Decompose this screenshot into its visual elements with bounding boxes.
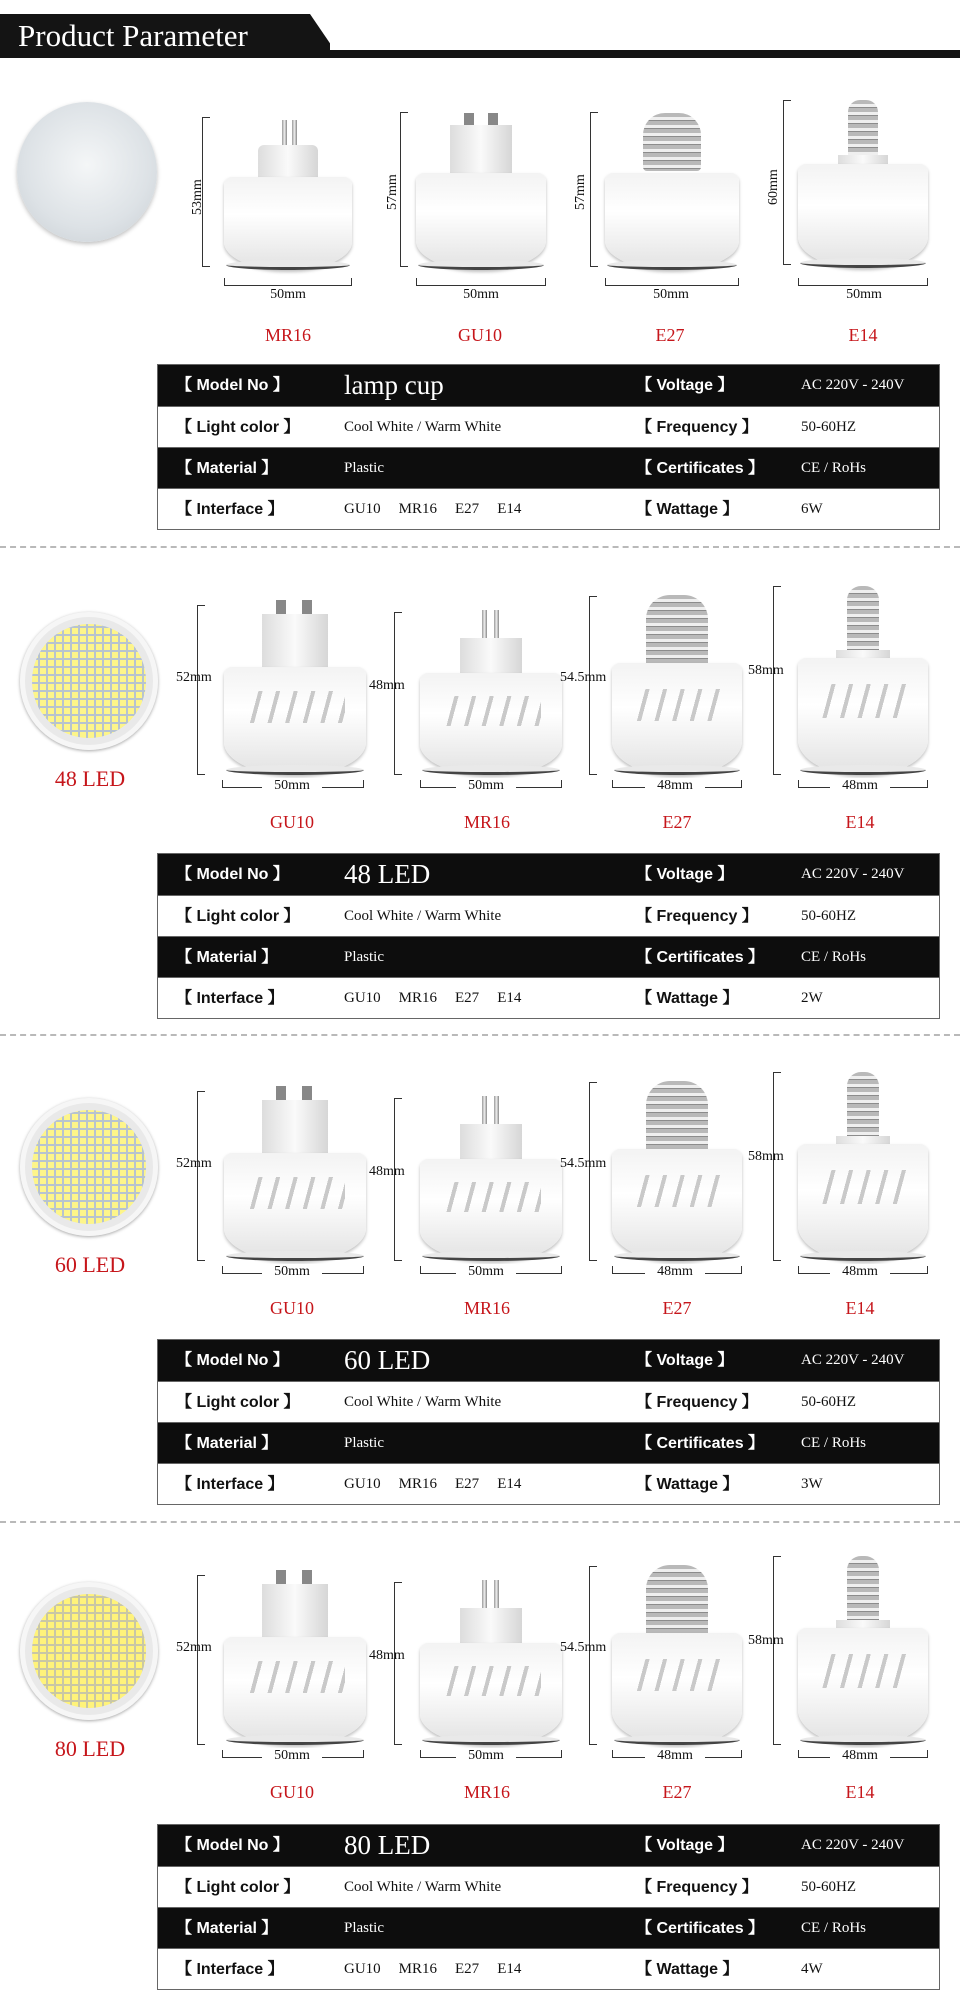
material-value: Plastic [344,460,384,476]
spec-row [158,1948,939,1989]
width-label: 50mm [262,1748,322,1764]
interface-values: GU10 MR16 E27 E14 [344,990,522,1006]
bulb-type-label: MR16 [264,325,311,345]
page-title: Product Parameter [18,18,248,53]
spec-row [158,977,939,1018]
width-label: 50mm [456,778,516,794]
height-label: 58mm [748,1633,784,1648]
spec-row [158,406,939,447]
section-divider [0,546,960,548]
led-count-label: 48 LED [54,766,126,791]
width-label: 50mm [451,287,511,303]
material-value: Plastic [344,949,384,965]
led-count-label: 80 LED [54,1736,126,1761]
model-value: 60 LED [344,1345,431,1375]
height-dimension-line [590,112,598,267]
voltage-value: AC 220V - 240V [801,1352,905,1368]
bulb-image-gu10 [224,1570,366,1745]
bulb-image-e14 [798,100,928,268]
bulb-image-mr16 [420,610,562,775]
light-color-key: 【 Light color 】 [176,1879,300,1896]
height-label: 57mm [385,174,400,210]
spec-table [157,364,940,530]
material-value: Plastic [344,1435,384,1451]
frequency-value: 50-60HZ [801,1879,856,1895]
bulb-image-e14 [798,1072,928,1261]
height-label: 53mm [190,179,205,215]
bulb-image-e14 [798,586,928,775]
interface-key: 【 Interface 】 [176,990,284,1007]
led-count-label: 60 LED [54,1252,126,1277]
bulb-image-e14 [798,1556,928,1745]
certificates-key: 【 Certificates 】 [636,1920,765,1937]
width-label: 48mm [645,1748,705,1764]
spec-row [158,1340,939,1381]
interface-key: 【 Interface 】 [176,501,284,518]
width-label: 48mm [830,778,890,794]
certificates-key: 【 Certificates 】 [636,1435,765,1452]
spec-row [158,895,939,936]
bulb-image-e27 [612,595,742,775]
wattage-value: 4W [801,1961,823,1977]
height-label: 48mm [369,678,405,693]
material-key: 【 Material 】 [176,460,278,477]
width-label: 50mm [456,1264,516,1280]
width-label: 48mm [830,1264,890,1280]
height-label: 52mm [176,1640,212,1655]
height-label: 48mm [369,1648,405,1663]
bulb-type-label: E27 [662,812,692,832]
certificates-value: CE / RoHs [801,460,867,476]
section-divider [0,1521,960,1523]
bulb-type-label: E14 [845,1298,875,1318]
certificates-value: CE / RoHs [801,949,867,965]
bulb-type-label: GU10 [270,1782,314,1802]
bulb-image-gu10 [224,1086,366,1261]
spec-row [158,1825,939,1866]
interface-key: 【 Interface 】 [176,1476,284,1493]
led-board-image [20,612,158,750]
frequency-key: 【 Frequency 】 [636,1879,758,1896]
height-label: 52mm [176,1156,212,1171]
light-color-key: 【 Light color 】 [176,1394,300,1411]
interface-values: GU10 MR16 E27 E14 [344,1476,522,1492]
material-key: 【 Material 】 [176,949,278,966]
bulb-type-label: E14 [848,325,878,345]
height-dimension-line [773,1072,781,1261]
height-label: 54.5mm [560,1640,607,1655]
light-color-value: Cool White / Warm White [344,1394,502,1410]
bulb-image-gu10 [416,113,546,270]
bulb-type-label: GU10 [270,812,314,832]
certificates-key: 【 Certificates 】 [636,949,765,966]
section-lamp-cup [0,0,960,545]
material-key: 【 Material 】 [176,1920,278,1937]
height-dimension-line [197,1091,205,1261]
width-label: 48mm [830,1748,890,1764]
bulb-image-gu10 [224,600,366,775]
voltage-value: AC 220V - 240V [801,1837,905,1853]
lamp-cup-front-image [17,102,157,242]
height-dimension-line [197,1575,205,1745]
bulb-image-e27 [605,113,739,270]
width-dimension-line [605,278,739,286]
bulb-type-label: GU10 [458,325,502,345]
spec-table [157,1824,940,1990]
width-dimension-line [416,278,546,286]
voltage-value: AC 220V - 240V [801,377,905,393]
bulb-image-e27 [612,1565,742,1745]
height-dimension-line [773,586,781,775]
bulb-image-mr16 [420,1096,562,1261]
height-dimension-line [773,1556,781,1745]
light-color-value: Cool White / Warm White [344,908,502,924]
voltage-key: 【 Voltage 】 [636,866,734,883]
bulb-type-label: MR16 [463,812,510,832]
frequency-value: 50-60HZ [801,1394,856,1410]
height-dimension-line [783,100,791,265]
width-dimension-line [798,278,928,286]
light-color-value: Cool White / Warm White [344,1879,502,1895]
voltage-key: 【 Voltage 】 [636,377,734,394]
height-label: 58mm [748,663,784,678]
width-label: 50mm [456,1748,516,1764]
height-label: 54.5mm [560,1156,607,1171]
wattage-key: 【 Wattage 】 [636,1961,739,1978]
width-label: 48mm [645,1264,705,1280]
frequency-key: 【 Frequency 】 [636,1394,758,1411]
width-label: 50mm [834,287,894,303]
width-label: 50mm [262,1264,322,1280]
model-key: 【 Model No 】 [176,377,289,394]
height-label: 57mm [573,174,588,210]
material-key: 【 Material 】 [176,1435,278,1452]
spec-row [158,1381,939,1422]
voltage-key: 【 Voltage 】 [636,1352,734,1369]
wattage-value: 3W [801,1476,823,1492]
width-dimension-line [224,278,352,286]
led-board-image [20,1098,158,1236]
bulb-type-label: E27 [662,1298,692,1318]
bulb-image-mr16 [224,120,352,270]
model-value: 80 LED [344,1830,431,1860]
interface-key: 【 Interface 】 [176,1961,284,1978]
model-key: 【 Model No 】 [176,1837,289,1854]
frequency-key: 【 Frequency 】 [636,419,758,436]
certificates-value: CE / RoHs [801,1920,867,1936]
height-dimension-line [197,605,205,775]
section-60-led [0,1066,960,1516]
height-label: 48mm [369,1164,405,1179]
width-label: 50mm [262,778,322,794]
height-dimension-line [400,112,408,267]
interface-values: GU10 MR16 E27 E14 [344,1961,522,1977]
spec-table [157,853,940,1019]
bulb-type-label: E14 [845,1782,875,1802]
spec-row [158,854,939,895]
height-label: 54.5mm [560,670,607,685]
voltage-value: AC 220V - 240V [801,866,905,882]
section-divider [0,1034,960,1036]
light-color-value: Cool White / Warm White [344,419,502,435]
material-value: Plastic [344,1920,384,1936]
wattage-key: 【 Wattage 】 [636,990,739,1007]
spec-row [158,1422,939,1463]
voltage-key: 【 Voltage 】 [636,1837,734,1854]
spec-row [158,365,939,406]
interface-values: GU10 MR16 E27 E14 [344,501,522,517]
bulb-type-label: GU10 [270,1298,314,1318]
width-label: 50mm [258,287,318,303]
wattage-key: 【 Wattage 】 [636,1476,739,1493]
spec-row [158,488,939,529]
frequency-key: 【 Frequency 】 [636,908,758,925]
bulb-image-mr16 [420,1580,562,1745]
bulb-type-label: E27 [655,325,685,345]
spec-row [158,1463,939,1504]
spec-row [158,447,939,488]
width-label: 48mm [645,778,705,794]
width-label: 50mm [641,287,701,303]
model-value: 48 LED [344,859,431,889]
light-color-key: 【 Light color 】 [176,419,300,436]
bulb-image-e27 [612,1081,742,1261]
height-label: 58mm [748,1149,784,1164]
bulb-type-label: MR16 [463,1782,510,1802]
model-value: lamp cup [344,370,444,400]
section-80-led [0,1550,960,2004]
section-48-led [0,580,960,1030]
led-board-image [20,1582,158,1720]
height-label: 52mm [176,670,212,685]
wattage-key: 【 Wattage 】 [636,501,739,518]
wattage-value: 2W [801,990,823,1006]
bulb-type-label: E14 [845,812,875,832]
spec-table [157,1339,940,1505]
spec-row [158,1907,939,1948]
wattage-value: 6W [801,501,823,517]
height-label: 60mm [766,169,781,205]
spec-row [158,936,939,977]
light-color-key: 【 Light color 】 [176,908,300,925]
model-key: 【 Model No 】 [176,1352,289,1369]
bulb-type-label: MR16 [463,1298,510,1318]
certificates-value: CE / RoHs [801,1435,867,1451]
spec-row [158,1866,939,1907]
certificates-key: 【 Certificates 】 [636,460,765,477]
frequency-value: 50-60HZ [801,908,856,924]
bulb-type-label: E27 [662,1782,692,1802]
frequency-value: 50-60HZ [801,419,856,435]
model-key: 【 Model No 】 [176,866,289,883]
